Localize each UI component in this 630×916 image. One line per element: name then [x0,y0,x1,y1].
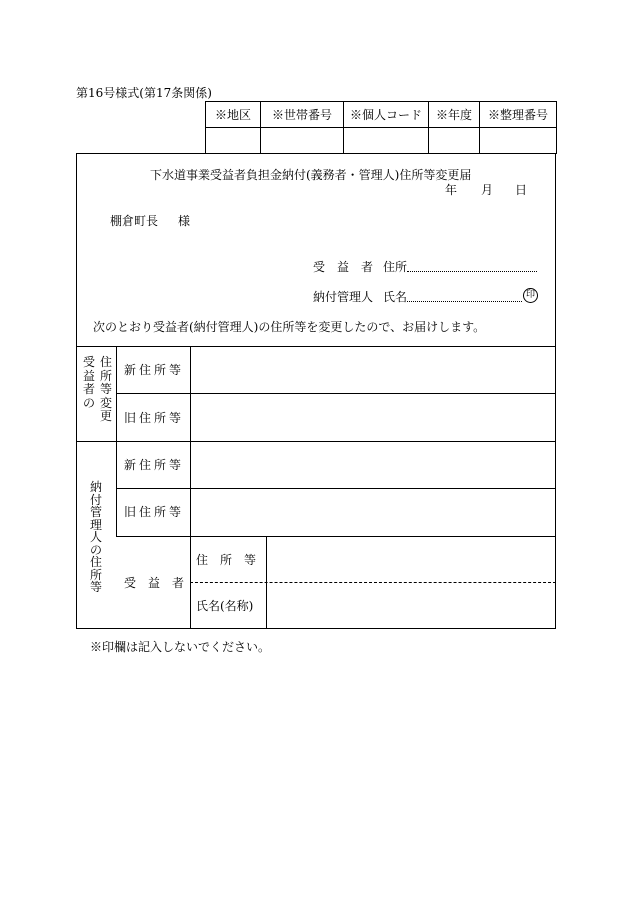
section2-new-address-label: 新住所等 [124,458,185,472]
section1-new-address-label: 新住所等 [124,363,185,377]
beneficiary-address-label: 住 所 等 [196,553,257,567]
statement-text: 次のとおり受益者(納付管理人)の住所等を変更したので、お届けします。 [93,320,486,334]
date-month-label: 月 [481,183,494,197]
section2-old-address-label: 旧住所等 [124,505,185,519]
date-day-label: 日 [515,183,528,197]
beneficiary-label: 受 益 者 [313,260,374,274]
section1-old-address-field[interactable] [191,394,556,441]
beneficiary-name-label: 氏名(名称) [196,599,254,613]
addressee-name: 棚倉町長 [110,214,159,228]
section2-new-address-field[interactable] [191,442,556,488]
form-number: 第16号様式(第17条関係) [76,86,212,100]
section1-label-right: 住所等変更 [99,355,112,423]
addressee-suffix: 様 [178,214,191,228]
district-header: ※地区 [206,102,261,128]
form-title: 下水道事業受益者負担金納付(義務者・管理人)住所等変更届 [150,168,472,182]
applicant-name-field[interactable] [407,288,522,302]
footnote: ※印欄は記入しないでください。 [90,640,271,654]
household-number-header: ※世帯番号 [261,102,344,128]
seal-mark: 印 [523,288,538,303]
district-cell[interactable] [206,128,261,154]
personal-code-cell[interactable] [344,128,429,154]
beneficiary-name-field[interactable] [267,583,556,629]
reference-number-cell[interactable] [480,128,557,154]
section2-beneficiary-label: 受 益 者 [124,576,185,590]
section1-new-address-field[interactable] [191,347,556,393]
section2-label: 納付管理人の住所等 [89,480,102,594]
applicant-name-label: 氏名 [383,290,408,304]
office-use-code-table [205,101,557,154]
beneficiary-address-field[interactable] [267,537,556,582]
date-year-label: 年 [445,183,458,197]
applicant-address-label: 住所 [383,260,408,274]
reference-number-header: ※整理番号 [480,102,557,128]
fiscal-year-cell[interactable] [429,128,480,154]
section2-old-address-field[interactable] [191,489,556,536]
applicant-address-field[interactable] [407,258,537,272]
payment-manager-label: 納付管理人 [313,290,374,304]
household-number-cell[interactable] [261,128,344,154]
personal-code-header: ※個人コード [344,102,429,128]
fiscal-year-header: ※年度 [429,102,480,128]
section1-old-address-label: 旧住所等 [124,411,185,425]
section1-label-left: 受益者の [82,355,95,410]
